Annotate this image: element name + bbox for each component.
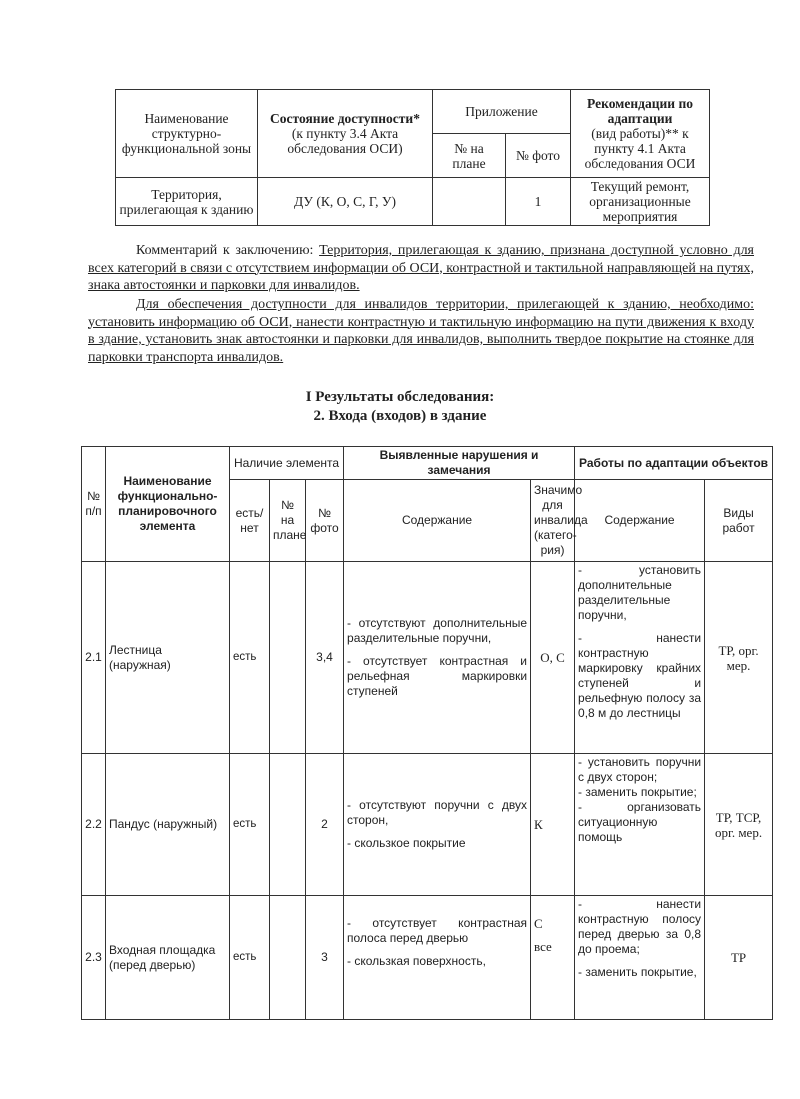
row-significance: [531, 896, 575, 1020]
row-works: [575, 896, 705, 1020]
row-plan: [270, 562, 306, 754]
row-recommendation: Текущий ремонт, организационные мероприятия: [571, 178, 710, 226]
row-has: есть: [230, 562, 270, 754]
row-work-type: ТР, ТСР, орг. мер.: [705, 754, 773, 896]
header-zone: Наименование структурно-функциональной зоны: [116, 90, 258, 178]
violation-item: - скользкая поверхность,: [347, 954, 486, 968]
work-item: - установить дополнительные разделительные поручни,: [578, 563, 702, 622]
comment-text: Территория, прилегающая к зданию, признана доступной условно для всех категорий в связи с отсутствием информации об ОСИ, контрастной и тактильной направляющей на путях, знака автостоянки и парковки для инвалидов.: [88, 243, 755, 293]
header-rec-sub: (вид работы)** к пункту 4.1 Акта обследования ОСИ: [584, 126, 696, 171]
row-works: [575, 754, 705, 896]
row-works: [575, 562, 705, 754]
header-photo-no: № фото: [506, 134, 571, 178]
row-name: Входная площадка (перед дверью): [106, 896, 230, 1020]
violation-item: - отсутствует контрастная полоса перед дверью: [347, 916, 528, 945]
header-work-types: Виды работ: [705, 480, 773, 562]
header-status-sub: (к пункту 3.4 Акта обследования ОСИ): [287, 126, 403, 156]
row-has: есть: [230, 754, 270, 896]
row-violations: [344, 562, 531, 754]
violation-item: - скользкое покрытие: [347, 836, 466, 850]
row-name: Лестница (наружная): [106, 562, 230, 754]
header-has: есть/ нет: [230, 480, 270, 562]
comment-paragraph-2: Для обеспечения доступности для инвалидов территории, прилегающей к зданию, необходимо: установить информацию об ОСИ, нанести контрастную и тактильную информацию на пути движения к входу в здание, установить знак автостоянки и парковки для инвалидов, выполнить твердое покрытие на стоянке для парковки транспорта инвалидов.: [88, 297, 754, 365]
row-photo: 1: [506, 178, 571, 226]
header-presence: Наличие элемента: [230, 447, 344, 480]
header-recommendations: [571, 90, 710, 178]
row-photo: 3: [306, 896, 344, 1020]
section-subtitle: 2. Входа (входов) в здание: [313, 408, 487, 424]
row-zone: Территория, прилегающая к зданию: [116, 178, 258, 226]
header-rec-title: Рекомендации по адаптации: [587, 96, 693, 126]
row-photo: 2: [306, 754, 344, 896]
work-item: - установить поручни с двух сторон;: [578, 755, 702, 784]
table-row: [82, 562, 773, 754]
header-works: Работы по адаптации объектов: [575, 447, 773, 480]
row-plan: [270, 754, 306, 896]
row-significance: О, С: [531, 562, 575, 754]
row-violations: [344, 896, 531, 1020]
row-status: ДУ (К, О, С, Г, У): [258, 178, 433, 226]
significance-value-2: все: [534, 939, 552, 954]
row-num: 2.2: [82, 754, 106, 896]
row-work-type: ТР, орг. мер.: [705, 562, 773, 754]
violation-item: - отсутствуют поручни с двух сторон,: [347, 798, 528, 827]
header-plan: № на плане: [270, 480, 306, 562]
row-plan: [433, 178, 506, 226]
zones-table: [115, 89, 710, 226]
row-num: 2.3: [82, 896, 106, 1020]
comment-label: Комментарий к заключению:: [136, 243, 314, 258]
entrance-table: [81, 446, 773, 1020]
header-num: № п/п: [82, 447, 106, 562]
row-violations: [344, 754, 531, 896]
violation-item: - отсутствует контрастная и рельефная маркировки ступеней: [347, 654, 528, 698]
work-item: - нанести контрастную маркировку крайних ступеней и рельефную полосу за 0,8 м до лестницы: [578, 631, 702, 720]
header-photo: № фото: [306, 480, 344, 562]
header-significance: Значимо для инвалида (катего-рия): [531, 480, 575, 562]
header-plan-no: № на плане: [433, 134, 506, 178]
header-status: [258, 90, 433, 178]
row-name: Пандус (наружный): [106, 754, 230, 896]
header-appendix: Приложение: [433, 90, 571, 134]
row-work-type: ТР: [705, 896, 773, 1020]
row-photo: 3,4: [306, 562, 344, 754]
row-num: 2.1: [82, 562, 106, 754]
row-plan: [270, 896, 306, 1020]
header-status-title: Состояние доступности*: [270, 111, 420, 126]
row-has: есть: [230, 896, 270, 1020]
work-item: - заменить покрытие,: [578, 965, 697, 979]
table-row: [82, 896, 773, 1020]
table-row: [82, 754, 773, 896]
work-item: - нанести контрастную полосу перед дверью за 0,8 до проема;: [578, 897, 702, 956]
significance-value: С: [534, 916, 543, 931]
header-content: Содержание: [344, 480, 531, 562]
work-item: - организовать ситуационную помощь: [578, 800, 702, 844]
section-title: I Результаты обследования:: [305, 389, 495, 405]
work-item: - заменить покрытие;: [578, 785, 697, 799]
header-name: Наименование функционально-планировочного элемента: [106, 447, 230, 562]
row-significance: К: [531, 754, 575, 896]
comment-paragraph: [88, 242, 754, 295]
violation-item: - отсутствуют дополнительные разделительные поручни,: [347, 616, 528, 645]
header-violations: Выявленные нарушения и замечания: [344, 447, 575, 480]
header-works-content: Содержание: [575, 480, 705, 562]
